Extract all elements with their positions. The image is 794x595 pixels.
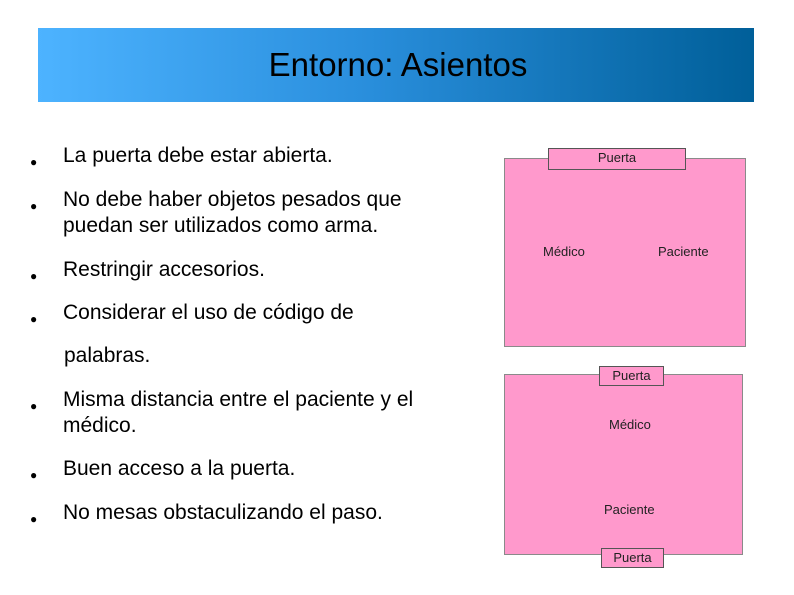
bullet-item: ● Considerar el uso de código de [30, 300, 463, 332]
bullet-dot-icon: ● [30, 199, 38, 213]
doctor-label-bottom: Médico [609, 417, 651, 432]
slide-title: Entorno: Asientos [268, 46, 528, 83]
bullet-item: ● No mesas obstaculizando el paso. [30, 500, 463, 532]
bullet-item: ● No debe haber objetos pesados que puedan ser utilizados como arma. [30, 188, 402, 237]
room-diagram-top [504, 158, 746, 347]
bullet-dot-icon: ● [30, 155, 38, 169]
room-diagram-bottom [504, 374, 743, 555]
door-bottom-diagram-top: Puerta [599, 366, 664, 386]
doctor-label-top: Médico [543, 244, 585, 259]
bullet-item: ● Restringir accesorios. [30, 257, 463, 289]
patient-label-bottom: Paciente [604, 502, 655, 517]
bullet-continuation: palabras. [64, 344, 151, 367]
patient-label-top: Paciente [658, 244, 709, 259]
bullet-dot-icon: ● [30, 512, 38, 526]
bullet-item: ● Misma distancia entre el paciente y el médico. [30, 388, 414, 437]
bullet-item: ● Buen acceso a la puerta. [30, 456, 463, 488]
door-bottom-diagram-bottom: Puerta [601, 548, 664, 568]
bullet-dot-icon: ● [30, 399, 38, 413]
bullet-dot-icon: ● [30, 468, 38, 482]
bullet-item: ● La puerta debe estar abierta. [30, 143, 463, 175]
bullet-dot-icon: ● [30, 269, 38, 283]
door-top-diagram: Puerta [548, 148, 686, 170]
bullet-dot-icon: ● [30, 312, 38, 326]
